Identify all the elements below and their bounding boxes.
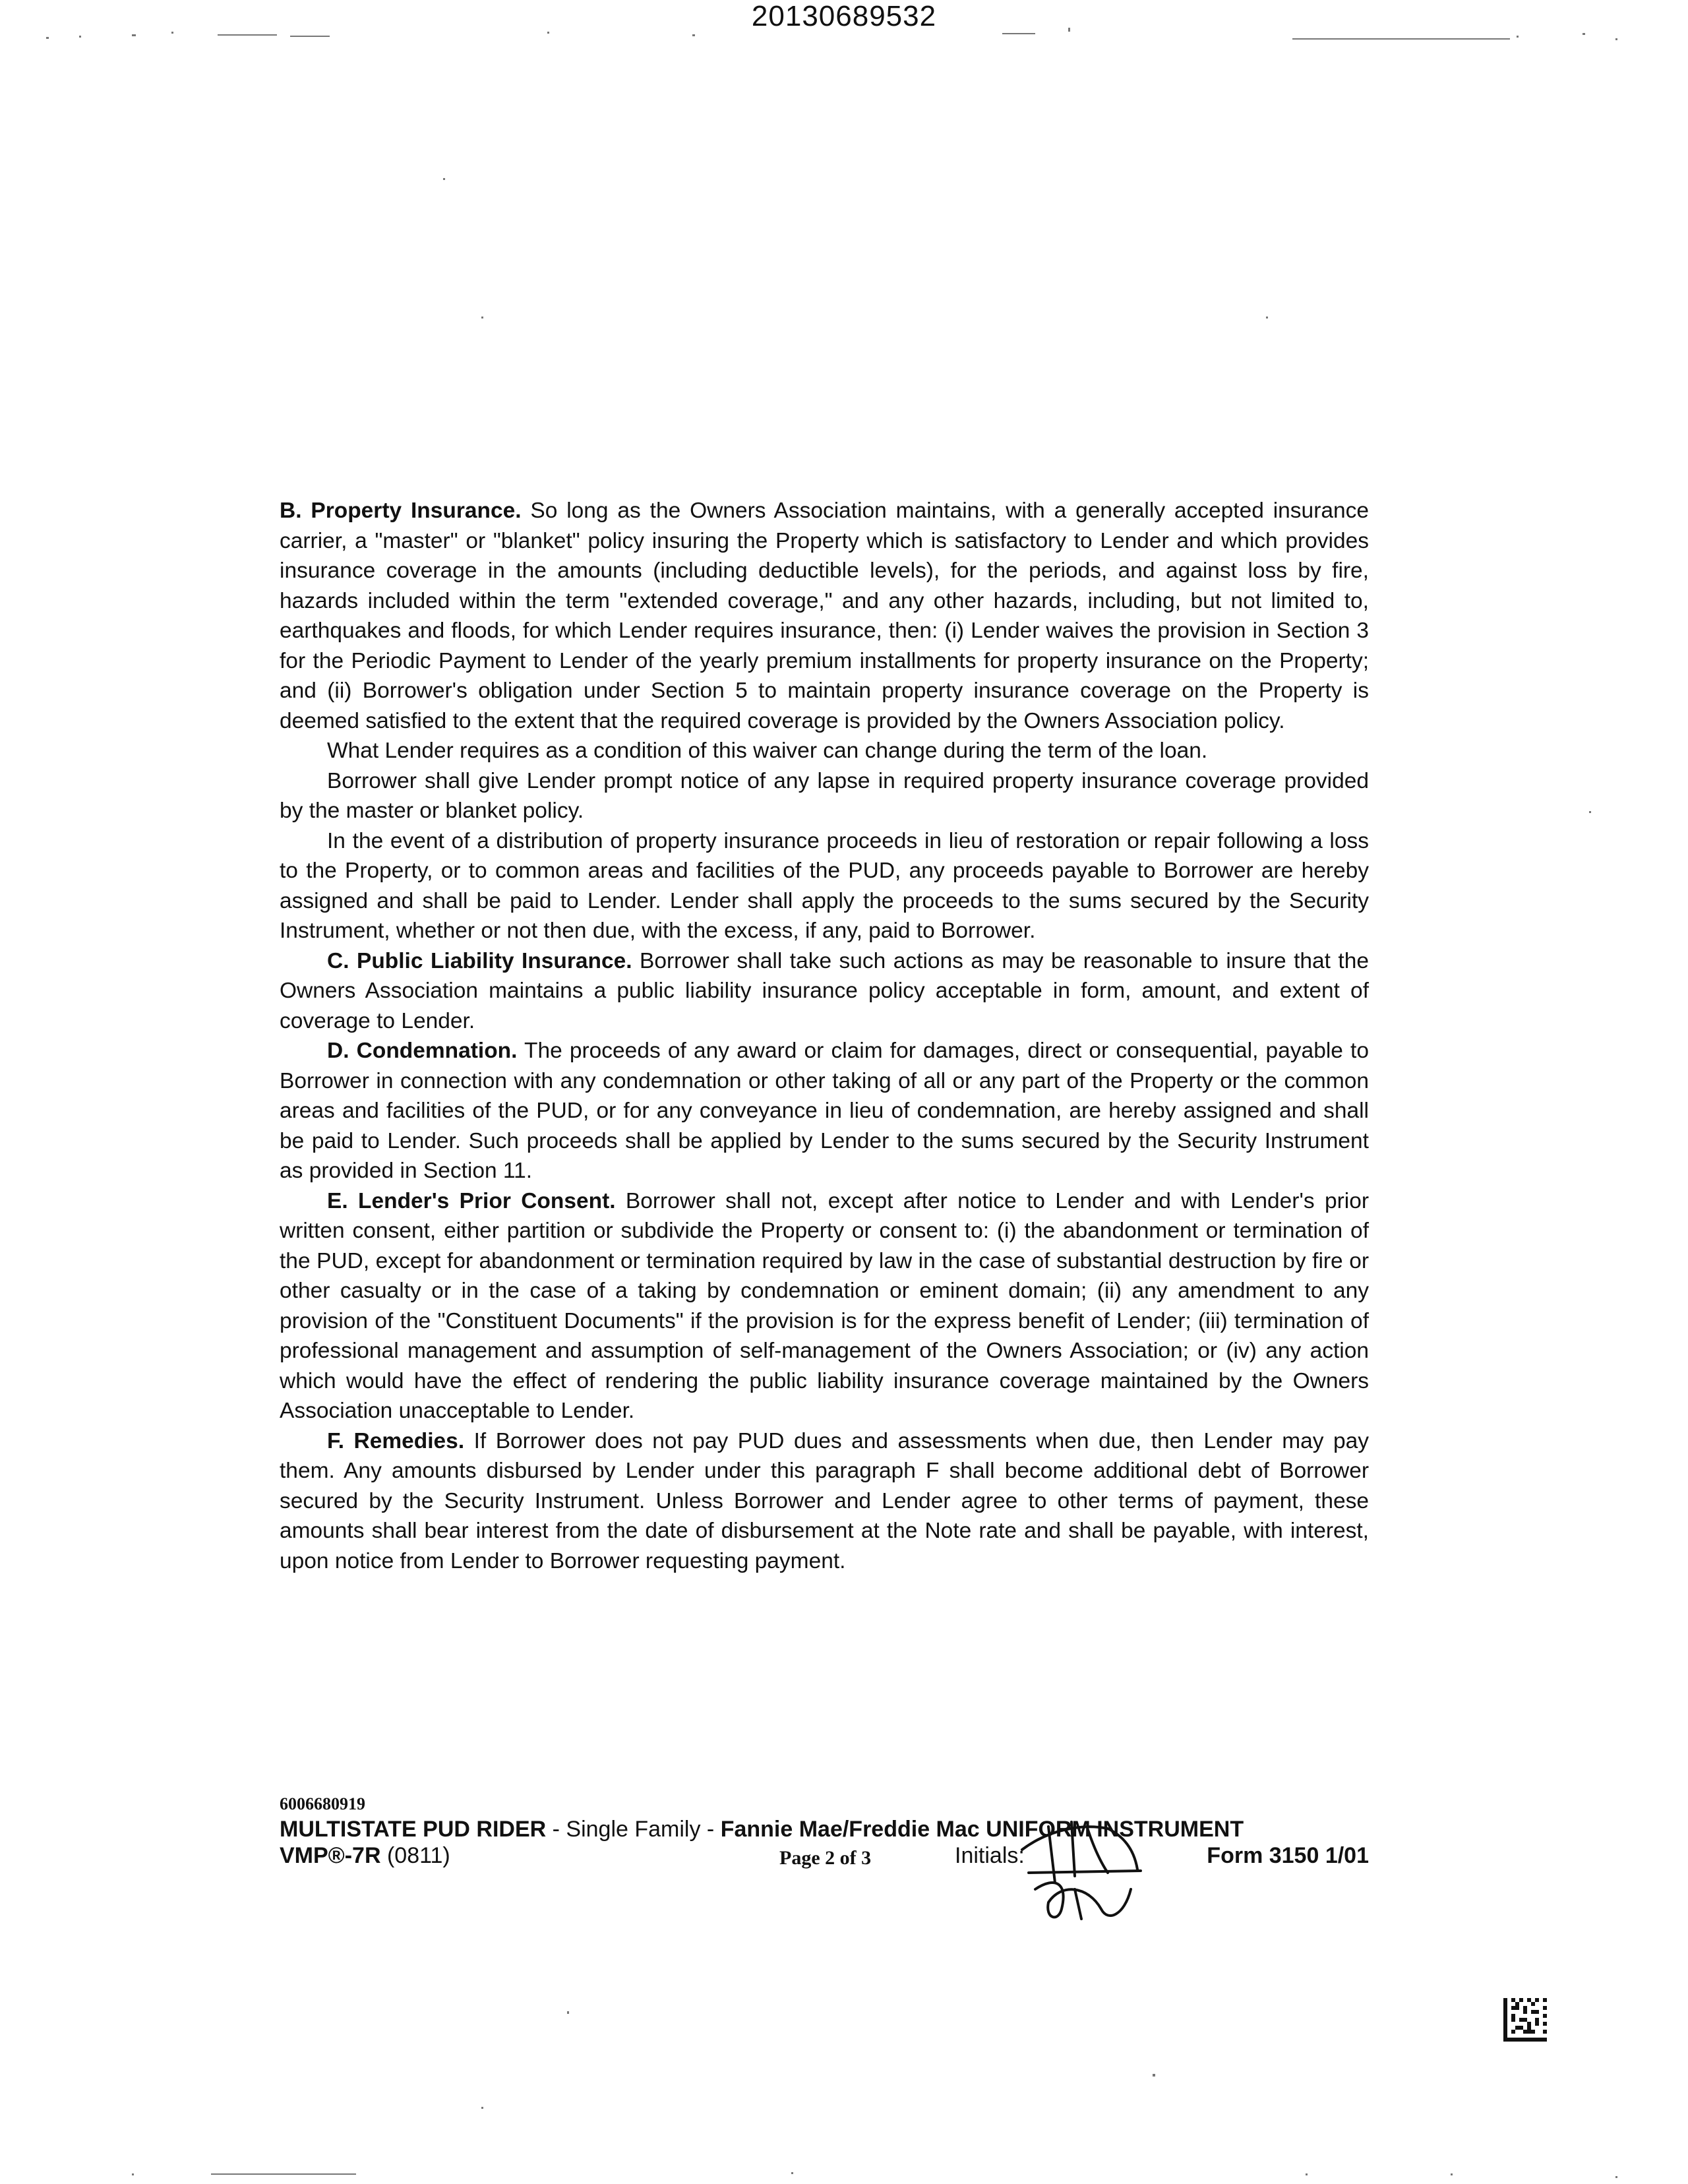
footer-form-row xyxy=(280,1842,1369,1869)
recording-number: 20130689532 xyxy=(751,0,937,32)
rider-body-text xyxy=(280,496,1369,1576)
paragraph-public-liability xyxy=(280,946,1369,1037)
vmp-form-id-bold: VMP®-7R xyxy=(280,1843,381,1868)
form-footer xyxy=(280,1792,1369,1869)
text-lapse-notice: Borrower shall give Lender prompt notice of any lapse in required property insurance coverage provided by the master or blanket policy. xyxy=(280,768,1369,823)
heading-prior-consent: E. Lender's Prior Consent. xyxy=(327,1188,616,1213)
text-condemnation: The proceeds of any award or claim for damages, direct or consequential, payable to Borrower in connection with any condemnation or other taking of all or any part of the Property or the common areas and facilities of the PUD, or for any conveyance in lieu of condemnation, are hereby assigned and shall be paid to Lender. Such proceeds shall be applied by Lender to the sums secured by the Security Instrument as provided in Section 11. xyxy=(280,1039,1369,1183)
form-number: Form 3150 1/01 xyxy=(1207,1843,1369,1868)
text-remedies: If Borrower does not pay PUD dues and assessments when due, then Lender may pay them. Any amounts disbursed by Lender under this paragraph F shall become additional debt of Borrower secured by the Security Instrument. Unless Borrower and Lender agree to other terms of payment, these amounts shall bear interest from the date of disbursement at the Note rate and shall be payable, with interest, upon notice from Lender to Borrower requesting payment. xyxy=(280,1428,1369,1573)
paragraph-prior-consent xyxy=(280,1186,1369,1426)
vmp-form-id xyxy=(280,1842,450,1869)
heading-public-liability: C. Public Liability Insurance. xyxy=(327,948,632,973)
paragraph-lapse-notice xyxy=(280,766,1369,826)
text-waiver: What Lender requires as a condition of this waiver can change during the term of the loan. xyxy=(327,739,1208,763)
text-distribution: In the event of a distribution of property insurance proceeds in lieu of restoration or repair following a loss to the Property, or to common areas and facilities of the PUD, any proceeds payable to Borrower are hereby assigned and shall be paid to Lender. Lender shall apply the proceeds to the sums secured by the Security Instrument, whether or not then due, with the excess, if any, paid to Borrower. xyxy=(280,828,1369,943)
heading-condemnation: D. Condemnation. xyxy=(327,1039,518,1063)
vmp-form-id-rest: (0811) xyxy=(380,1843,450,1868)
heading-remedies: F. Remedies. xyxy=(327,1428,465,1453)
footer-title-row xyxy=(280,1816,1369,1842)
heading-property-insurance: B. Property Insurance. xyxy=(280,499,522,523)
paragraph-remedies xyxy=(280,1426,1369,1577)
page-indicator: Page 2 of 3 xyxy=(779,1847,872,1869)
paragraph-property-insurance xyxy=(280,496,1369,736)
form-title-right: Fannie Mae/Freddie Mac UNIFORM INSTRUMENT xyxy=(720,1817,1244,1842)
text-prior-consent: Borrower shall not, except after notice to Lender and with Lender's prior written consent, either partition or subdivide the Property or consent to: (i) the abandonment or termination of the PUD, except for abandonment or termination required by law in the case of substantial destruction by fire or other casualty or in the case of a taking by condemnation or eminent domain; (ii) any amendment to any provision of the "Constituent Documents" if the provision is for the express benefit of Lender; (iii) termination of professional management and assumption of self-management of the Owners Association; or (iv) any action which would have the effect of rendering the public liability insurance coverage maintained by the Owners Association unacceptable to Lender. xyxy=(280,1188,1369,1423)
text-property-insurance: So long as the Owners Association maintains, with a generally accepted insurance carrier, a "master" or "blanket" policy insuring the Property which is satisfactory to Lender and which provides insurance coverage in the amounts (including deductible levels), for the periods, and against loss by fire, hazards included within the term "extended coverage," and any other hazards, including, but not limited to, earthquakes and floods, for which Lender requires insurance, then: (i) Lender waives the provision in Section 3 for the Periodic Payment to Lender of the yearly premium installments for property insurance on the Property; and (ii) Borrower's obligation under Section 5 to maintain property insurance coverage on the Property is deemed satisfied to the extent that the required coverage is provided by the Owners Association policy. xyxy=(280,499,1369,733)
barcode-image xyxy=(1503,1998,1547,2042)
paragraph-distribution xyxy=(280,826,1369,946)
loan-number: 6006680919 xyxy=(280,1794,365,1813)
form-title-bold: MULTISTATE PUD RIDER xyxy=(280,1817,547,1842)
initials-label: Initials: xyxy=(955,1843,1025,1868)
paragraph-waiver xyxy=(280,736,1369,766)
text-public-liability: Borrower shall take such actions as may be reasonable to insure that the Owners Association maintains a public liability insurance policy acceptable in form, amount, and extent of coverage to Lender. xyxy=(280,948,1369,1033)
paragraph-condemnation xyxy=(280,1036,1369,1186)
form-title-rest: - Single Family - xyxy=(546,1817,721,1842)
initials-signature xyxy=(1009,1810,1160,1929)
